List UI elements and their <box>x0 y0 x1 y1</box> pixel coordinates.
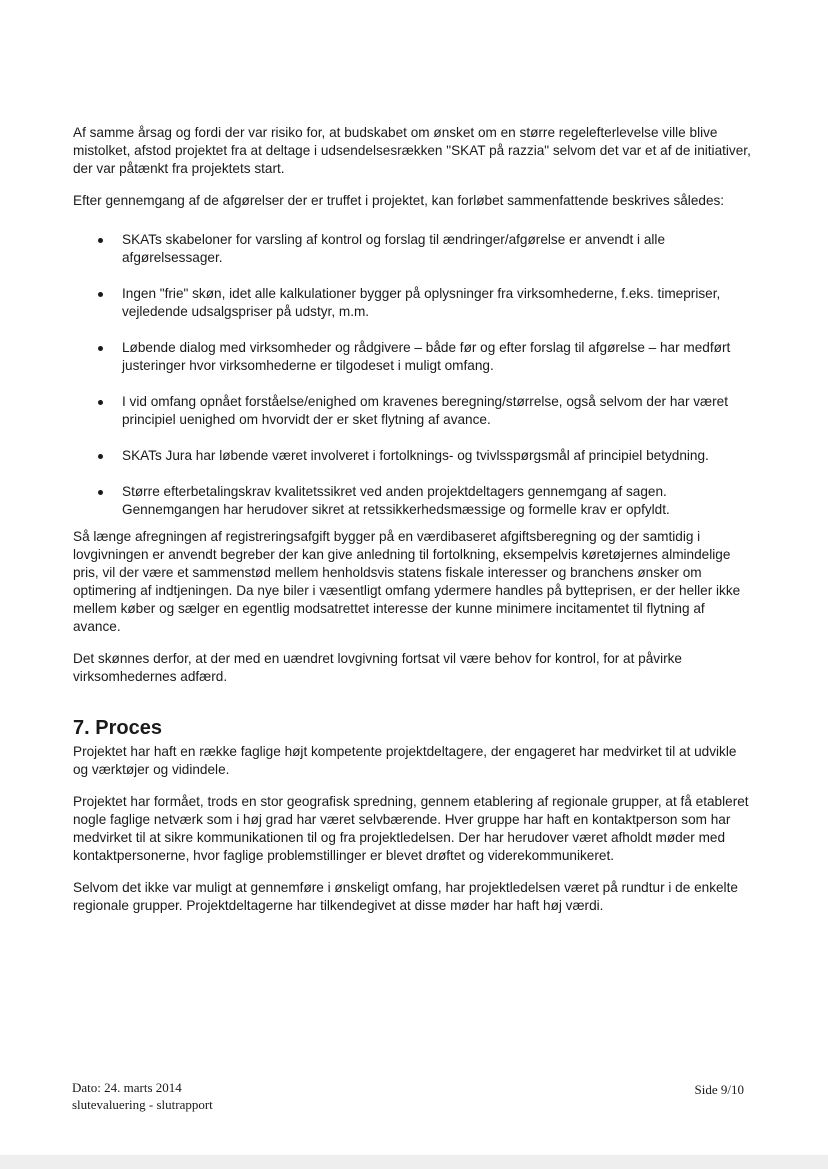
footer-left <box>72 1079 213 1113</box>
bullet-icon <box>98 238 103 243</box>
list-item: SKATs skabeloner for varsling af kontrol og forslag til ændringer/afgørelse er anvendt i alle afgørelsessager. <box>73 231 753 267</box>
bullet-icon <box>98 346 103 351</box>
paragraph: Selvom det ikke var muligt at gennemføre i ønskeligt omfang, har projektledelsen været på rundtur i de enkelte regionale grupper. Projektdeltagerne har tilkendegivet at disse møder har haft høj værdi. <box>73 880 738 913</box>
bullet-list <box>73 231 753 519</box>
list-item: I vid omfang opnået forståelse/enighed om kravenes beregning/størrelse, også selvom der har været principiel uenighed om hvorvidt der er sket flytning af avance. <box>73 393 753 429</box>
list-item: Løbende dialog med virksomheder og rådgivere – både før og efter forslag til afgørelse – har medført justeringer hvor virksomhederne er tilgodeset i muligt omfang. <box>73 339 753 375</box>
paragraph: Af samme årsag og fordi der var risiko for, at budskabet om ønsket om en større regelefterlevelse ville blive mistolket, afstod projektet fra at deltage i udsendelsesrækken "SKAT på razzia" selvom det var et af de initiativer, der var påtænkt fra projektets start. <box>73 125 751 176</box>
paragraph: Det skønnes derfor, at der med en uændret lovgivning fortsat vil være behov for kontrol, for at påvirke virksomhedernes adfærd. <box>73 651 682 684</box>
list-item: SKATs Jura har løbende været involveret i fortolknings- og tvivlsspørgsmål af principiel betydning. <box>73 447 753 465</box>
bullet-icon <box>98 490 103 495</box>
footer-page-number: Side 9/10 <box>694 1082 744 1097</box>
paragraph: Så længe afregningen af registreringsafgift bygger på en værdibaseret afgiftsberegning og der samtidig i lovgivningen er anvendt begreber der kan give anledning til fortolkning, eksempelvis køretøjernes almindelige pris, vil der være et sammenstød mellem henholdsvis statens fiskale interesser og branchens ønsker om optimering af indtjeningen. Da nye biler i væsentligt omfang ydermere handles på bytteprisen, er der heller ikke mellem køber og sælger en egentlig modsatrettet interesse der kunne minimere incitamentet til flytning af avance. <box>73 529 741 634</box>
page-bottom-edge <box>0 1155 828 1169</box>
page-body <box>73 124 753 929</box>
paragraph: Projektet har haft en række faglige højt kompetente projektdeltagere, der engageret har medvirket til at udvikle og værktøjer og vidindele. <box>73 744 737 777</box>
bullet-icon <box>98 292 103 297</box>
list-item: Ingen "frie" skøn, idet alle kalkulationer bygger på oplysninger fra virksomhederne, f.eks. timepriser, vejledende udsalgspriser på udstyr, m.m. <box>73 285 753 321</box>
list-item: Større efterbetalingskrav kvalitetssikret ved anden projektdeltagers gennemgang af sagen. Gennemgangen har herudover sikret at retssikkerhedsmæssige og formelle krav er opfyldt. <box>73 483 753 519</box>
bullet-icon <box>98 454 103 459</box>
section-heading: 7. Proces <box>73 717 162 739</box>
paragraph: Projektet har formået, trods en stor geografisk spredning, gennem etablering af regionale grupper, at få etableret nogle faglige netværk som i høj grad har været selvbærende. Hver gruppe har haft en kontaktperson som har medvirket til at sikre kommunikationen til og fra projektledelsen. Der har herudover været afholdt møder med kontaktpersonerne, hvor faglige problemstillinger er blevet drøftet og viderekommunikeret. <box>73 794 749 863</box>
paragraph: Efter gennemgang af de afgørelser der er truffet i projektet, kan forløbet sammenfattende beskrives således: <box>73 193 725 208</box>
bullet-icon <box>98 400 103 405</box>
footer-doc-name: slutevaluering - slutrapport <box>72 1097 213 1112</box>
footer-date: Dato: 24. marts 2014 <box>72 1080 182 1095</box>
